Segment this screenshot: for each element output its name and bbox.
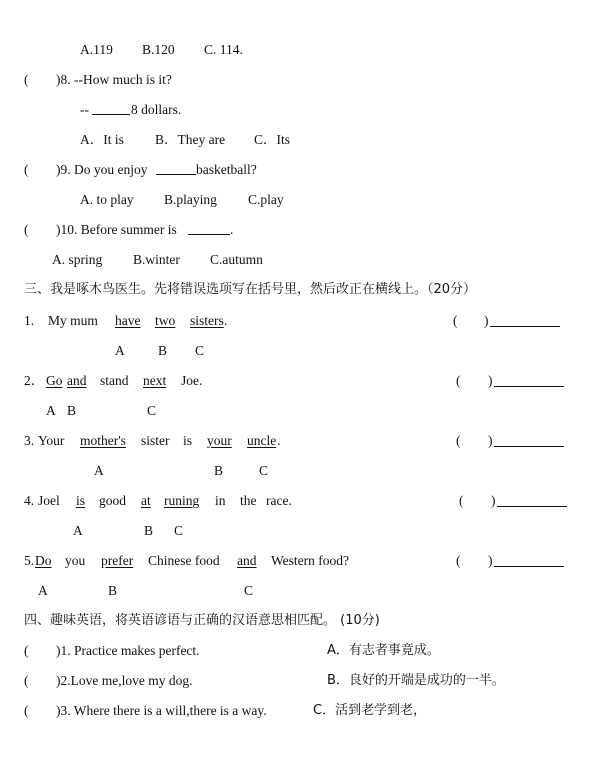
s3-item4-word: Joel	[38, 493, 60, 508]
s3-item1-word: My mum	[48, 313, 98, 328]
q7-option-b: B.120	[142, 42, 175, 57]
s3-item3-label-a: A	[94, 463, 104, 478]
q9-option-a: A. to play	[80, 192, 134, 207]
section3-title: 三、我是啄木鸟医生。先将错误选项写在括号里，然后改正在横线上。（20分）	[24, 282, 477, 297]
s3-item3-word: Your	[38, 433, 65, 448]
s3-item5-label-b: B	[108, 583, 118, 598]
s3-item5-correction-blank[interactable]	[494, 554, 564, 567]
s3-item4-answer-paren-close: )	[491, 493, 496, 508]
s3-item2-label-b: B	[67, 403, 77, 418]
s3-item2-word: stand	[100, 373, 129, 388]
s3-item3-label-b: B	[214, 463, 224, 478]
q8-paren: (	[24, 72, 29, 87]
s3-item3-word: sister	[141, 433, 170, 448]
s3-item4-option-b-word: at	[141, 493, 151, 508]
s4-item2-paren: (	[24, 673, 29, 688]
s3-item5-number: 5.	[24, 553, 35, 568]
s3-item4-word: good	[99, 493, 126, 508]
s3-item1-word: .	[224, 313, 228, 328]
s3-item3-option-c-word: uncle	[247, 433, 277, 448]
q10-question: )10. Before summer is	[56, 222, 177, 237]
s3-item4-word: in	[215, 493, 226, 508]
q8-question: )8. --How much is it?	[56, 72, 172, 87]
s3-item3-label-c: C	[259, 463, 269, 478]
s3-item2-label-a: A	[46, 403, 56, 418]
s3-item1-option-c-word: sisters	[190, 313, 224, 328]
q10-blank[interactable]	[188, 222, 230, 235]
s3-item1-correction-blank[interactable]	[490, 314, 560, 327]
q8-option-a: A．It is	[80, 132, 124, 147]
q9-option-c: C.play	[248, 192, 284, 207]
s4-item3-paren: (	[24, 703, 29, 718]
s3-item3-option-a-word: mother's	[80, 433, 126, 448]
s3-item2-answer-paren-close: )	[488, 373, 493, 388]
s3-item5-label-c: C	[244, 583, 254, 598]
s3-item3-number: 3.	[24, 433, 35, 448]
s3-item5-answer-paren: (	[456, 553, 461, 568]
s3-item4-word: race.	[266, 493, 292, 508]
s3-item2-option-c-word: next	[143, 373, 167, 388]
s4-option-c-chinese: C．活到老学到老，	[313, 703, 427, 718]
s3-item5-option-a-word: Do	[35, 553, 52, 568]
s3-item2-word: Joe.	[181, 373, 203, 388]
s3-item1-answer-paren: (	[453, 313, 458, 328]
section4-title: 四、趣味英语，将英语谚语与正确的汉语意思相匹配。 (10分)	[24, 613, 380, 628]
s3-item1-label-a: A	[115, 343, 125, 358]
q9-question: )9. Do you enjoy	[56, 162, 148, 177]
s3-item2-option-b-word: and	[67, 373, 87, 388]
s3-item4-label-c: C	[174, 523, 184, 538]
s3-item5-word: you	[65, 553, 86, 568]
q8-answer-prefix: --	[80, 102, 89, 117]
q10-paren: (	[24, 222, 29, 237]
s3-item5-label-a: A	[38, 583, 48, 598]
s3-item5-answer-paren-close: )	[488, 553, 493, 568]
s3-item2-option-a-word: Go	[46, 373, 63, 388]
s3-item3-word: is	[183, 433, 193, 448]
q10-question-end: .	[230, 222, 234, 237]
s3-item4-answer-paren: (	[459, 493, 464, 508]
q9-paren: (	[24, 162, 29, 177]
s3-item3-word: .	[277, 433, 281, 448]
s4-item3-english: )3. Where there is a will,there is a way.	[56, 703, 267, 718]
q8-option-c: C．Its	[254, 132, 291, 147]
s3-item2-label-c: C	[147, 403, 157, 418]
s3-item2-number: 2．	[24, 373, 45, 388]
s3-item3-correction-blank[interactable]	[494, 434, 564, 447]
s3-item4-label-a: A	[73, 523, 83, 538]
s4-item1-paren: (	[24, 643, 29, 658]
q9-blank[interactable]	[156, 162, 196, 175]
q9-option-b: B.playing	[164, 192, 217, 207]
q10-option-a: A. spring	[52, 252, 103, 267]
s3-item4-label-b: B	[144, 523, 154, 538]
q8-answer-suffix: 8 dollars.	[131, 102, 182, 117]
s3-item5-option-c-word: and	[237, 553, 257, 568]
q8-answer-blank[interactable]	[92, 102, 130, 115]
s3-item4-correction-blank[interactable]	[497, 494, 567, 507]
q7-option-a: A.119	[80, 42, 113, 57]
s3-item1-option-a-word: have	[115, 313, 141, 328]
s3-item2-answer-paren: (	[456, 373, 461, 388]
s3-item4-option-a-word: is	[76, 493, 86, 508]
s3-item5-word: Chinese food	[148, 553, 220, 568]
s4-option-b-chinese: B．良好的开端是成功的一半。	[327, 673, 505, 688]
s3-item5-word: Western food?	[271, 553, 350, 568]
q9-question-end: basketball?	[196, 162, 257, 177]
s3-item4-option-c-word: runing	[164, 493, 200, 508]
s3-item2-correction-blank[interactable]	[494, 374, 564, 387]
q10-option-b: B.winter	[133, 252, 180, 267]
s3-item1-label-c: C	[195, 343, 205, 358]
s3-item5-option-b-word: prefer	[101, 553, 134, 568]
q8-option-b: B．They are	[155, 132, 226, 147]
s3-item1-number: 1.	[24, 313, 35, 328]
s3-item3-answer-paren-close: )	[488, 433, 493, 448]
s4-item1-english: )1. Practice makes perfect.	[56, 643, 200, 658]
s3-item3-option-b-word: your	[207, 433, 232, 448]
s3-item3-answer-paren: (	[456, 433, 461, 448]
s3-item4-word: the	[240, 493, 257, 508]
q10-option-c: C.autumn	[210, 252, 263, 267]
s3-item1-label-b: B	[158, 343, 168, 358]
q7-option-c: C. 114.	[204, 42, 243, 57]
s3-item1-answer-paren-close: )	[484, 313, 489, 328]
s4-item2-english: )2.Love me,love my dog.	[56, 673, 193, 688]
s3-item1-option-b-word: two	[155, 313, 176, 328]
s3-item4-number: 4.	[24, 493, 35, 508]
s4-option-a-chinese: A．有志者事竟成。	[327, 643, 440, 658]
